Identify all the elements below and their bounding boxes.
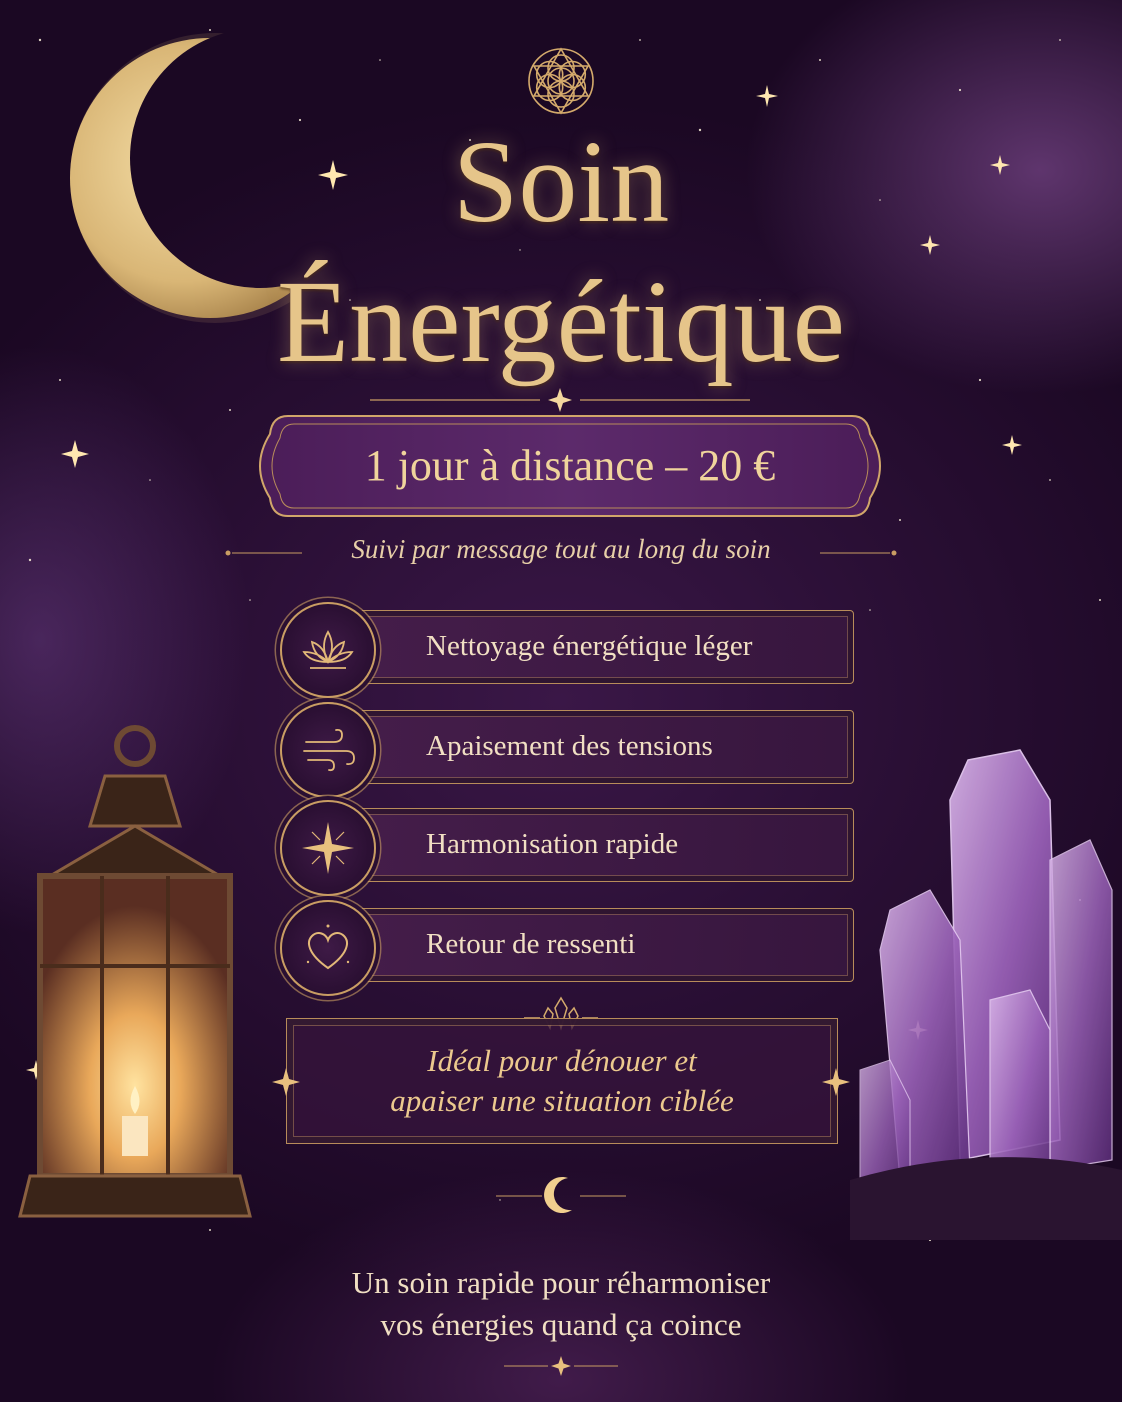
price-text: 1 jour à distance – 20 € — [364, 441, 776, 490]
ideal-line-2: apaiser une situation ciblée — [390, 1083, 734, 1118]
title-line-1: Soin — [452, 116, 670, 247]
closing-line-2: vos énergies quand ça coince — [380, 1307, 742, 1342]
feature-label: Retour de ressenti — [426, 928, 636, 960]
wind-icon — [298, 720, 358, 780]
title-line-2: Énergétique — [277, 256, 845, 387]
price-banner — [248, 410, 892, 522]
ideal-line-1: Idéal pour dénouer et — [427, 1043, 697, 1078]
sparkle-star-icon — [298, 818, 358, 878]
feature-medallion — [280, 900, 376, 996]
amethyst-crystals-icon — [850, 740, 1122, 1240]
feature-medallion — [280, 602, 376, 698]
feature-medallion — [280, 702, 376, 798]
feature-item-harmonization — [280, 802, 854, 886]
closing-line-1: Un soin rapide pour réharmoniser — [351, 1265, 771, 1300]
lantern-icon — [10, 716, 260, 1256]
feature-item-cleansing — [280, 604, 854, 688]
feature-item-feedback — [280, 902, 854, 986]
feature-medallion — [280, 800, 376, 896]
ideal-text — [287, 1041, 837, 1121]
feature-item-soothing — [280, 704, 854, 788]
feature-label: Harmonisation rapide — [426, 828, 679, 860]
closing-text — [0, 1262, 1122, 1346]
feature-label: Nettoyage énergétique léger — [426, 630, 753, 662]
small-moon-emblem-icon — [496, 1166, 626, 1222]
sparkle-left-icon — [270, 1066, 302, 1098]
bottom-ornament — [500, 1354, 622, 1378]
ideal-box — [286, 1018, 838, 1144]
feature-label: Apaisement des tensions — [426, 730, 713, 762]
sparkle-right-icon — [820, 1066, 852, 1098]
ornament-divider — [360, 388, 760, 412]
subtitle: Suivi par message tout au long du soin — [351, 534, 771, 564]
lotus-icon — [298, 620, 358, 680]
heart-icon — [298, 918, 358, 978]
